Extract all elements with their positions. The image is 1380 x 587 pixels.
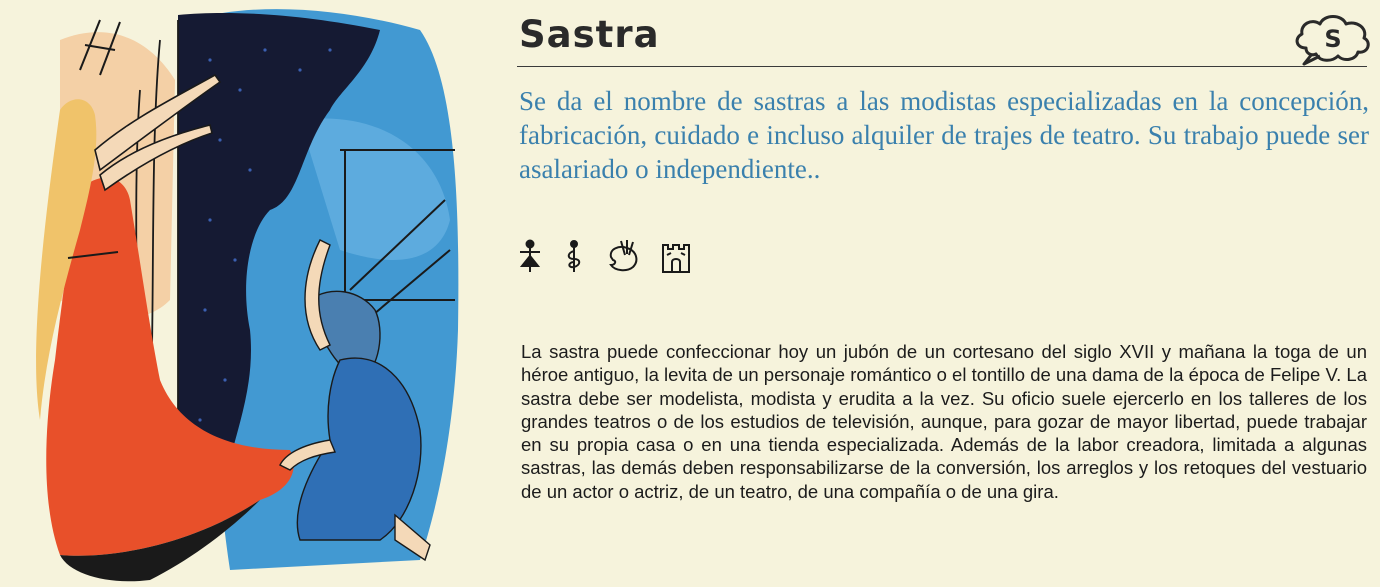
female-figure-icon bbox=[517, 239, 543, 273]
badge-letter: S bbox=[1324, 25, 1342, 53]
category-icons bbox=[517, 236, 693, 276]
castle-tower-icon bbox=[659, 239, 693, 273]
letter-badge bbox=[1292, 10, 1374, 68]
palette-brush-icon bbox=[605, 239, 641, 273]
tailor-illustration bbox=[0, 0, 478, 587]
needle-thread-icon bbox=[561, 239, 587, 273]
page-title: Sastra bbox=[519, 13, 660, 56]
title-divider bbox=[517, 66, 1367, 67]
body-paragraph: La sastra puede confeccionar hoy un jubón de un cortesano del siglo XVII y mañana la toga de un héroe antiguo, la levita de un personaje romántico o el tontillo de una dama de la época de Felipe V. La sastra debe ser modelista, modista y erudita a la vez. Su oficio suele ejercerlo en los talleres de los grandes teatros o de los estudios de televisión, aunque, para gozar de mayor libertad, puede trabajar en su propia casa o en una tienda especializada. Además de la labor creadora, limitada a algunas sastras, las demás deben responsabilizarse de la conversión, los arreglos y los retoques del vestuario de un actor o actriz, de un teatro, de una compañía o de una gira. bbox=[521, 341, 1367, 502]
intro-paragraph: Se da el nombre de sastras a las modistas especializadas en la concepción, fabricación, cuidado e incluso alquiler de trajes de teatro. Su trabajo puede ser asalariado o independiente.. bbox=[519, 86, 1369, 184]
